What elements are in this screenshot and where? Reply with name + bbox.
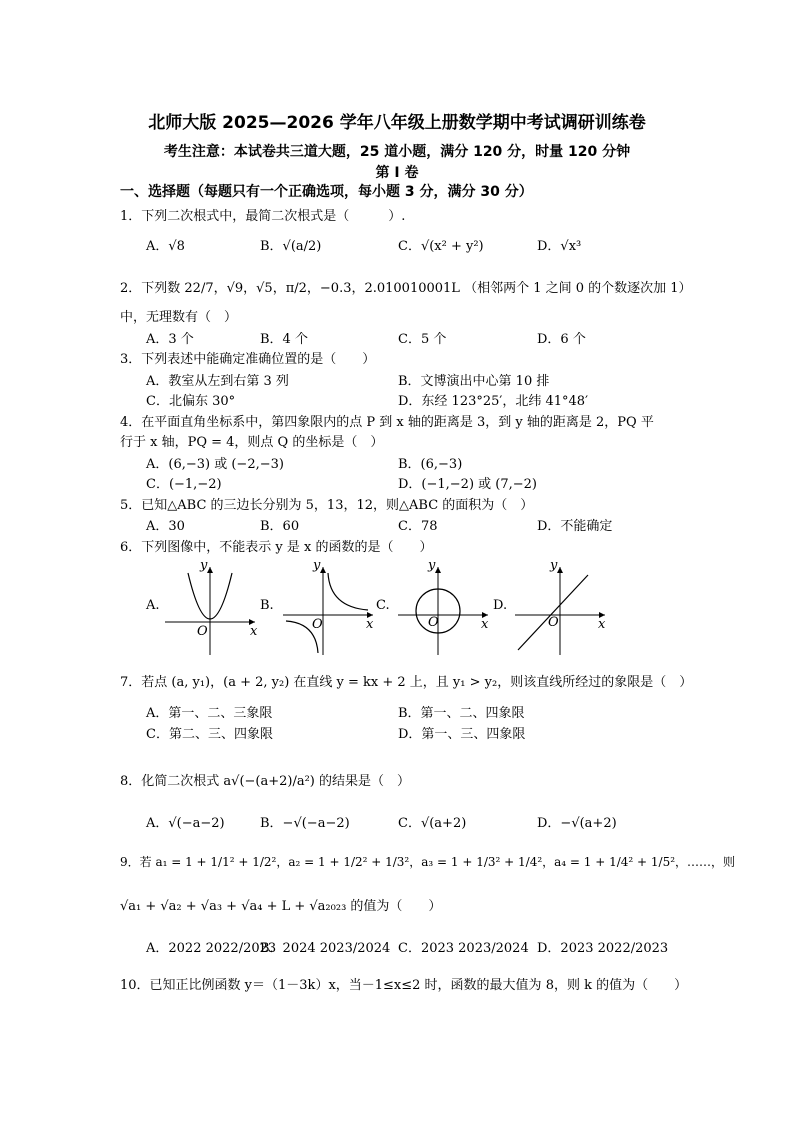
y-axis-arrow — [320, 567, 326, 573]
question-3-stem: 3．下列表述中能确定准确位置的是（ ） — [120, 352, 376, 367]
q9-option-b: B．2024 2023/2024 — [260, 941, 391, 956]
q6-graph-b — [278, 555, 378, 660]
question-4-stem-cont: 行于 x 轴，PQ = 4，则点 Q 的坐标是（ ） — [120, 435, 384, 450]
question-2-stem: 2．下列数 22/7，√9，√5，π/2，−0.3，2.010010001L （相邻两个 1 之间 0 的个数逐次加 1） — [120, 281, 692, 296]
question-5-stem: 5．已知△ABC 的三边长分别为 5，13，12，则△ABC 的面积为（ ） — [120, 498, 534, 513]
q1-option-a: A．√8 — [146, 239, 185, 254]
question-8-stem: 8．化简二次根式 a√(−(a+2)/a²) 的结果是（ ） — [120, 774, 411, 789]
q8-option-a: A．√(−a−2) — [146, 816, 225, 831]
straight-line — [518, 575, 588, 650]
q2-option-d: D．6 个 — [537, 332, 586, 347]
q5-option-d: D．不能确定 — [537, 519, 613, 534]
q6-graph-d — [510, 555, 610, 660]
origin-label: O — [312, 617, 323, 632]
q6-option-a: A. — [146, 598, 160, 613]
question-1-stem: 1．下列二次根式中，最简二次根式是（ ）. — [120, 209, 406, 224]
exam-notice: 考生注意：本试卷共三道大题，25 道小题，满分 120 分，时量 120 分钟 — [163, 144, 631, 160]
q3-option-a: A．教室从左到右第 3 列 — [146, 374, 289, 389]
q5-option-c: C．78 — [398, 519, 438, 534]
q3-option-d: D．东经 123°25′，北纬 41°48′ — [398, 394, 589, 409]
question-9-stem: 9．若 a₁ = 1 + 1/1² + 1/2²，a₂ = 1 + 1/2² + 1/3²，a₃ = 1 + 1/3² + 1/4²，a₄ = 1 + 1/4² + 1/5²，……，则 — [120, 855, 736, 869]
q4-option-d: D．(−1,−2) 或 (7,−2) — [398, 477, 538, 492]
q1-option-c: C．√(x² + y²) — [398, 239, 484, 254]
q3-option-b: B．文博演出中心第 10 排 — [398, 374, 550, 389]
x-label: x — [481, 617, 489, 632]
q6-option-c: C. — [376, 598, 390, 613]
x-label: x — [598, 617, 606, 632]
y-axis-arrow — [557, 567, 563, 573]
y-label: y — [313, 558, 321, 573]
q7-option-d: D．第一、三、四象限 — [398, 727, 526, 742]
question-7-stem: 7．若点 (a, y₁)，(a + 2, y₂) 在直线 y = kx + 2 上，且 y₁ > y₂，则该直线所经过的象限是（ ） — [120, 675, 693, 690]
q3-option-c: C．北偏东 30° — [146, 394, 236, 409]
question-4-stem: 4．在平面直角坐标系中，第四象限内的点 P 到 x 轴的距离是 3，到 y 轴的距离是 2，PQ 平 — [120, 415, 654, 430]
y-label: y — [428, 558, 436, 573]
q8-option-b: B．−√(−a−2) — [260, 816, 350, 831]
volume-label: 第 I 卷 — [375, 165, 419, 181]
q7-option-a: A．第一、二、三象限 — [146, 706, 273, 721]
y-label: y — [200, 558, 208, 573]
page-title: 北师大版 2025—2026 学年八年级上册数学期中考试调研训练卷 — [148, 113, 646, 133]
q4-option-a: A．(6,−3) 或 (−2,−3) — [146, 457, 284, 472]
q2-option-c: C．5 个 — [398, 332, 447, 347]
q6-option-d: D. — [493, 598, 508, 613]
y-axis-arrow — [207, 567, 213, 573]
q9-option-a: A．2022 2022/2023 — [146, 941, 277, 956]
origin-label: O — [428, 615, 439, 630]
q8-option-d: D．−√(a+2) — [537, 816, 617, 831]
x-label: x — [250, 624, 258, 639]
q6-graph-c — [393, 555, 493, 660]
hyperbola-branch-1 — [328, 573, 368, 610]
q9-option-d: D．2023 2022/2023 — [537, 941, 669, 956]
q4-option-c: C．(−1,−2) — [146, 477, 222, 492]
q1-option-d: D．√x³ — [537, 239, 582, 254]
origin-label: O — [197, 624, 208, 639]
q7-option-c: C．第二、三、四象限 — [146, 727, 273, 742]
q6-graph-a — [160, 555, 260, 660]
question-9-stem-cont: √a₁ + √a₂ + √a₃ + √a₄ + L + √a₂₀₂₃ 的值为（ ） — [120, 899, 442, 914]
question-10-stem: 10．已知正比例函数 y＝（1－3k）x，当－1≤x≤2 时，函数的最大值为 8，则 k 的值为（ ） — [120, 978, 688, 993]
question-6-stem: 6．下列图像中，不能表示 y 是 x 的函数的是（ ） — [120, 540, 433, 555]
q7-option-b: B．第一、二、四象限 — [398, 706, 525, 721]
q5-option-a: A．30 — [146, 519, 185, 534]
q5-option-b: B．60 — [260, 519, 300, 534]
q9-option-c: C．2023 2023/2024 — [398, 941, 529, 956]
origin-label: O — [548, 615, 559, 630]
q2-option-b: B．4 个 — [260, 332, 308, 347]
section-heading: 一、选择题（每题只有一个正确选项，每小题 3 分，满分 30 分） — [120, 184, 533, 200]
y-label: y — [550, 558, 558, 573]
x-label: x — [366, 617, 374, 632]
q2-option-a: A．3 个 — [146, 332, 194, 347]
q6-option-b: B. — [260, 598, 274, 613]
question-2-stem-cont: 中，无理数有（ ） — [120, 310, 238, 325]
q4-option-b: B．(6,−3) — [398, 457, 463, 472]
q8-option-c: C．√(a+2) — [398, 816, 467, 831]
q1-option-b: B．√(a/2) — [260, 239, 322, 254]
y-axis-arrow — [435, 567, 441, 573]
